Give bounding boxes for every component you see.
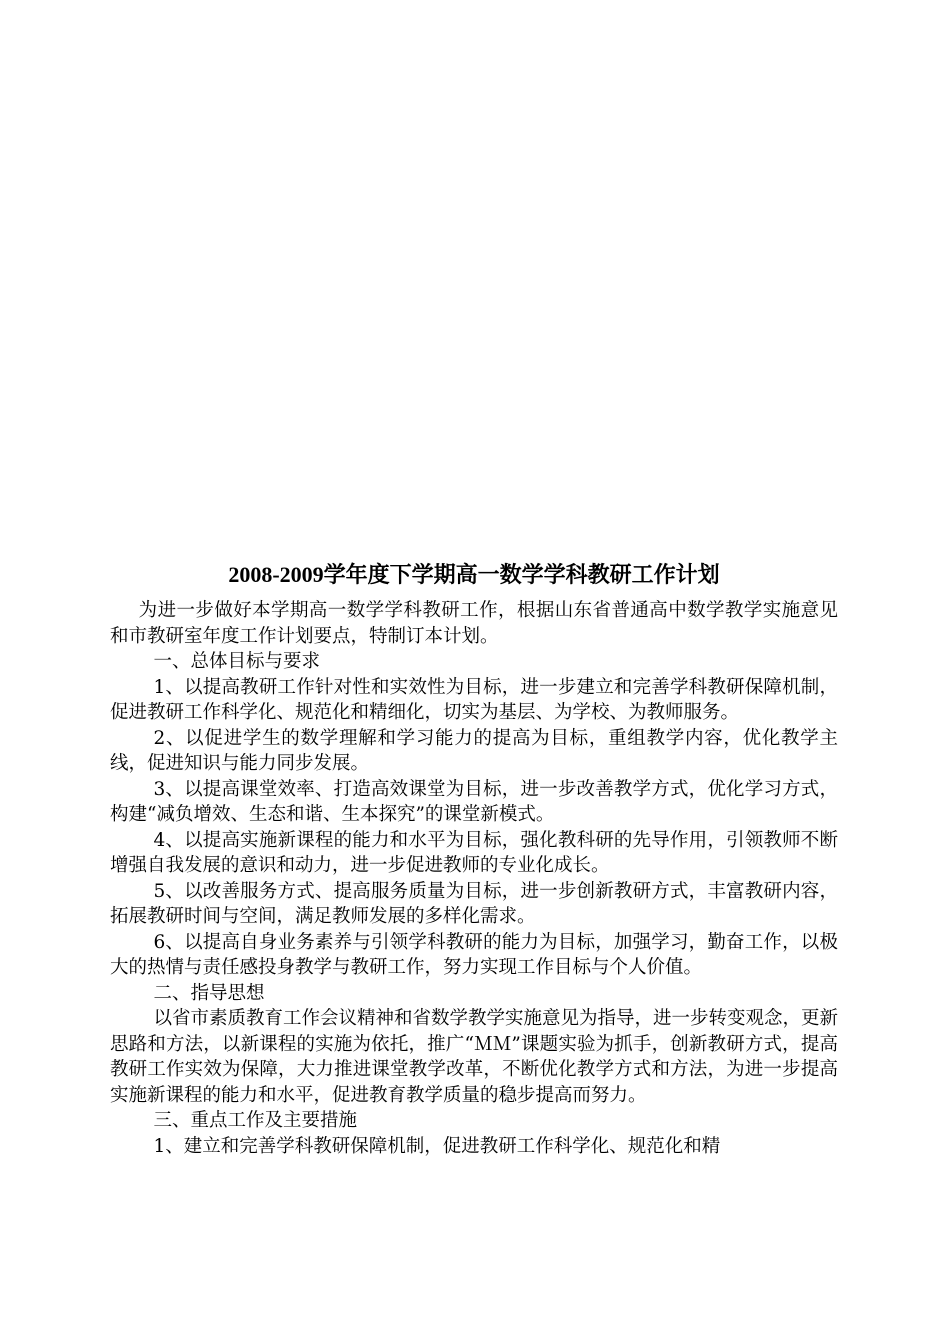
guiding-ideas-paragraph: 以省市素质教育工作会议精神和省数学教学实施意见为指导，进一步转变观念，更新思路和方法，以新课程的实施为依托，推广“ＭＭ”课题实验为抓手，创新教研方式，提高教研工作实效为保障，大力推进课堂教学改革，不断优化教学方式和方法，为进一步提高实施新课程的能力和水平，促进教育教学质量的稳步提高而努力。 xyxy=(110,1008,838,1106)
goal-item-2: 2、以促进学生的数学理解和学习能力的提高为目标，重组教学内容，优化教学主线，促进知识与能力同步发展。 xyxy=(110,727,838,774)
key-work-item-1: 1、建立和完善学科教研保障机制，促进教研工作科学化、规范化和精 xyxy=(153,1135,721,1157)
section-heading-guiding-ideas: 二、指导思想 xyxy=(153,982,265,1004)
goal-item-6: 6、以提高自身业务素养与引领学科教研的能力为目标，加强学习，勤奋工作，以极大的热情与责任感投身教学与教研工作，努力实现工作目标与个人价值。 xyxy=(110,931,838,978)
goal-item-4: 4、以提高实施新课程的能力和水平为目标，强化教科研的先导作用，引领教师不断增强自我发展的意识和动力，进一步促进教师的专业化成长。 xyxy=(110,829,838,876)
section-heading-key-work: 三、重点工作及主要措施 xyxy=(153,1110,357,1131)
document-body xyxy=(110,598,838,1159)
intro-paragraph: 为进一步做好本学期高一数学学科教研工作，根据山东省普通高中数学教学实施意见和市教研室年度工作计划要点，特制订本计划。 xyxy=(110,600,838,647)
document-title: 2008-2009学年度下学期高一数学学科教研工作计划 xyxy=(228,562,720,587)
goal-item-3: 3、以提高课堂效率、打造高效课堂为目标，进一步改善教学方式，优化学习方式，构建“减负增效、生态和谐、生本探究”的课堂新模式。 xyxy=(110,778,838,825)
goal-item-1: 1、以提高教研工作针对性和实效性为目标，进一步建立和完善学科教研保障机制，促进教研工作科学化、规范化和精细化，切实为基层、为学校、为教师服务。 xyxy=(110,676,838,723)
goal-item-5: 5、以改善服务方式、提高服务质量为目标，进一步创新教研方式，丰富教研内容，拓展教研时间与空间，满足教师发展的多样化需求。 xyxy=(110,880,838,927)
section-heading-goals: 一、总体目标与要求 xyxy=(153,651,320,672)
